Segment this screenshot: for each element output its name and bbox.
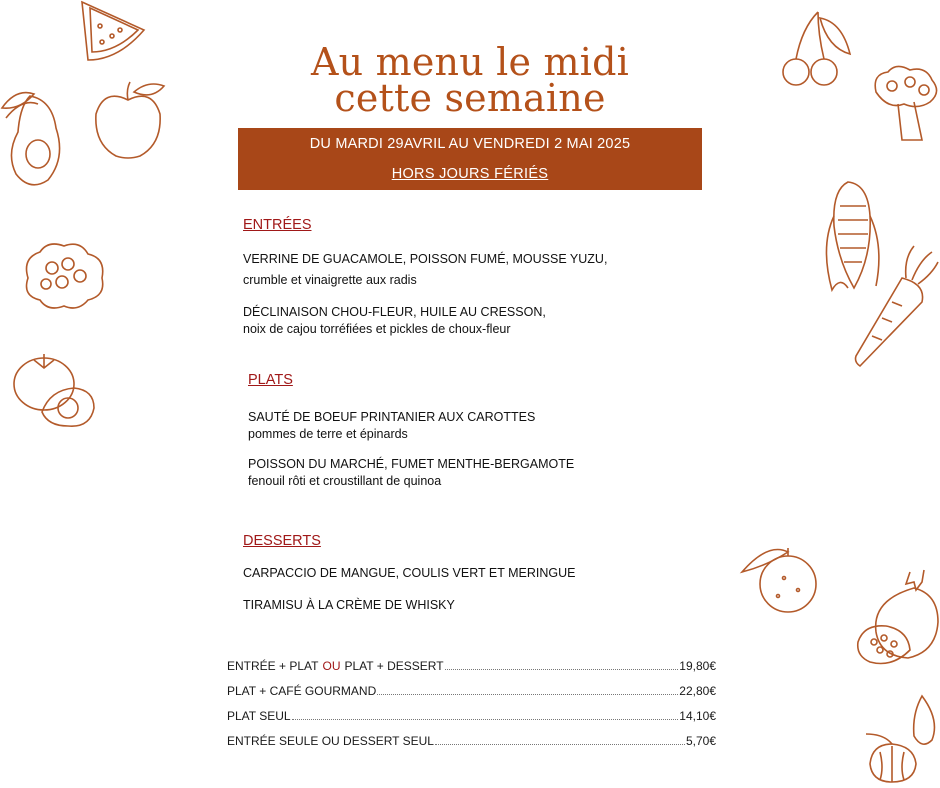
apple-icon bbox=[90, 78, 168, 162]
price-row-formula-3 bbox=[227, 705, 716, 723]
dish-dessert-1 bbox=[243, 565, 575, 582]
price-label bbox=[227, 659, 444, 673]
carrot-icon bbox=[852, 244, 940, 368]
dish-name: VERRINE DE GUACAMOLE, POISSON FUMÉ, MOUSSE YUZU, bbox=[243, 252, 608, 266]
dish-entree-1 bbox=[243, 249, 607, 291]
onion-garlic-icon bbox=[862, 690, 940, 788]
dish-plat-2 bbox=[248, 456, 574, 490]
date-range: DU MARDI 29AVRIL AU VENDREDI 2 MAI 2025 bbox=[309, 136, 631, 152]
price-value: 14,10€ bbox=[679, 709, 716, 723]
dish-plat-1 bbox=[248, 409, 535, 443]
dish-name: DÉCLINAISON CHOU-FLEUR, HUILE AU CRESSON, bbox=[243, 305, 546, 319]
cherries-icon bbox=[778, 8, 858, 90]
dish-description: pommes de terre et épinards bbox=[248, 427, 408, 441]
section-title-plats: PLATS bbox=[248, 372, 293, 388]
leader-dots bbox=[377, 693, 678, 695]
watermelon-slice-icon bbox=[78, 0, 150, 64]
price-row-formula-1 bbox=[227, 655, 716, 673]
dish-name: CARPACCIO DE MANGUE, COULIS VERT ET MERINGUE bbox=[243, 566, 576, 580]
title-line-2: cette semaine bbox=[334, 76, 606, 120]
leader-dots bbox=[445, 668, 679, 670]
dish-description: fenouil rôti et croustillant de quinoa bbox=[248, 474, 442, 488]
price-value: 22,80€ bbox=[679, 684, 716, 698]
dish-description: noix de cajou torréfiées et pickles de choux-fleur bbox=[243, 322, 511, 336]
date-banner bbox=[238, 128, 702, 190]
or-separator: OU bbox=[322, 659, 341, 673]
leader-dots bbox=[292, 718, 679, 720]
tomato-icon bbox=[10, 350, 100, 430]
price-label: ENTRÉE SEULE OU DESSERT SEUL bbox=[227, 734, 434, 748]
dish-dessert-2 bbox=[243, 597, 455, 614]
holiday-note: HORS JOURS FÉRIÉS bbox=[391, 166, 549, 182]
pomegranate-icon bbox=[852, 566, 940, 670]
dish-entree-2 bbox=[243, 304, 546, 338]
dish-name: POISSON DU MARCHÉ, FUMET MENTHE-BERGAMOTE bbox=[248, 457, 575, 471]
dish-name: TIRAMISU À LA CRÈME DE WHISKY bbox=[243, 598, 455, 612]
avocado-icon bbox=[0, 88, 70, 188]
price-row-formula-2 bbox=[227, 680, 716, 698]
title-line-1: Au menu le midi bbox=[311, 40, 629, 84]
section-title-entrees: ENTRÉES bbox=[243, 217, 312, 233]
price-value: 19,80€ bbox=[679, 659, 716, 673]
orange-icon bbox=[738, 542, 822, 616]
price-label-part-a: ENTRÉE + PLAT bbox=[227, 659, 319, 673]
price-row-formula-4 bbox=[227, 730, 716, 748]
leader-dots bbox=[435, 743, 685, 745]
broccoli-icon bbox=[870, 64, 940, 144]
price-label: PLAT + CAFÉ GOURMAND bbox=[227, 684, 377, 698]
price-label: PLAT SEUL bbox=[227, 709, 291, 723]
price-value: 5,70€ bbox=[685, 734, 716, 748]
section-title-desserts: DESSERTS bbox=[243, 533, 321, 549]
cauliflower-icon bbox=[18, 238, 110, 314]
dish-description: crumble et vinaigrette aux radis bbox=[243, 273, 417, 287]
dish-name: SAUTÉ DE BOEUF PRINTANIER AUX CAROTTES bbox=[248, 410, 536, 424]
price-label-part-b: PLAT + DESSERT bbox=[344, 659, 444, 673]
